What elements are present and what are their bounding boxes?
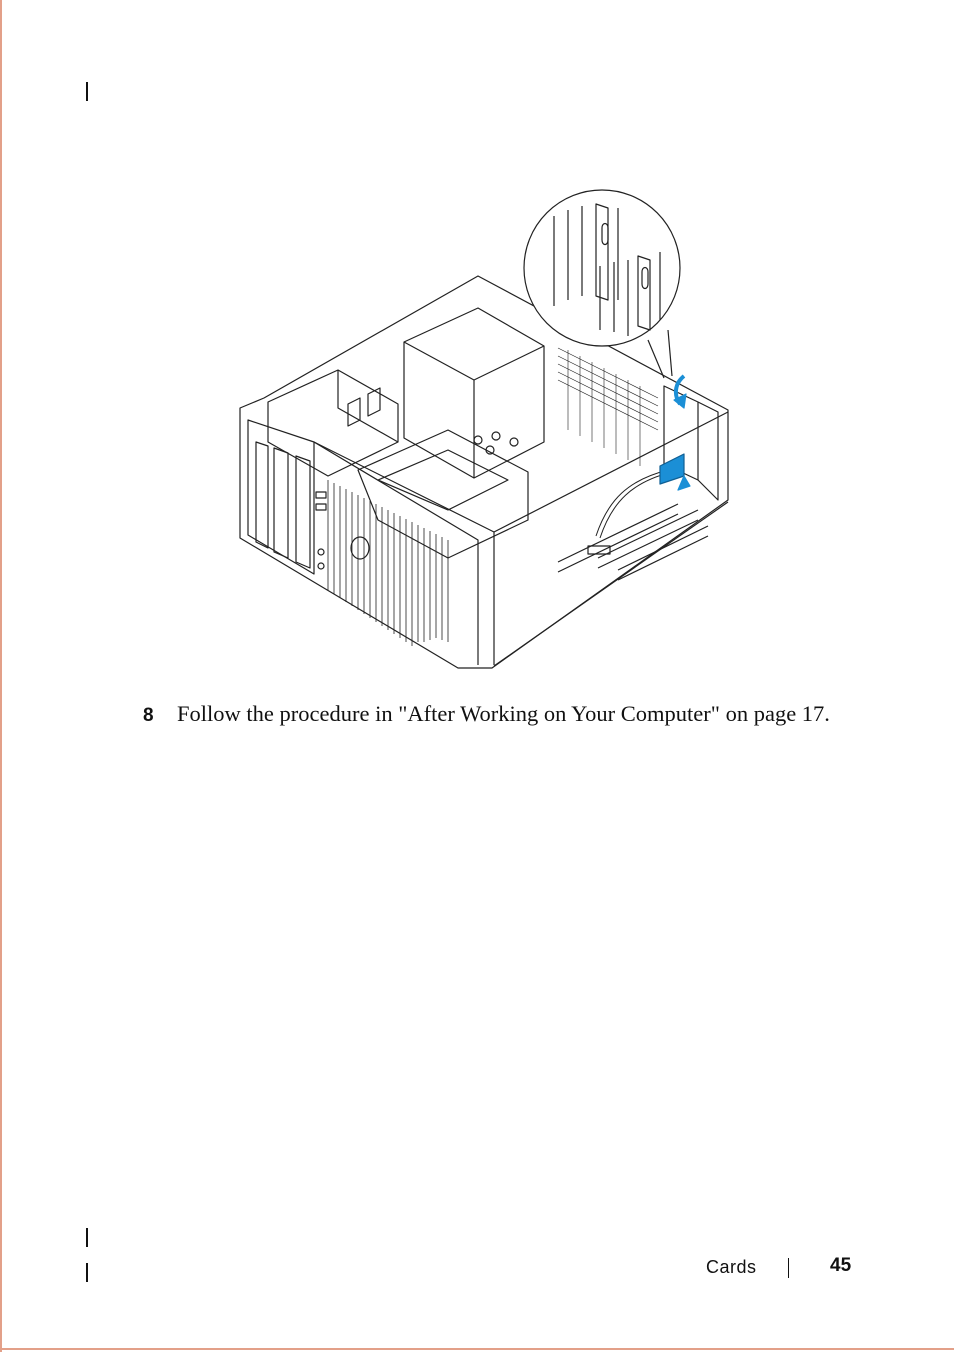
crop-mark-top [86,82,88,101]
crop-mark-bottom-upper [86,1228,88,1247]
crop-mark-bottom-lower [86,1263,88,1282]
footer-separator [788,1258,789,1278]
page-edge-left [0,0,2,1352]
footer-page-number: 45 [830,1255,852,1276]
page-edge-bottom [0,1348,954,1350]
footer-section-title: Cards [706,1257,757,1277]
step-text: Follow the procedure in "After Working on Your Computer" on page 17. [177,701,830,726]
step-item [143,698,903,732]
computer-chassis-illustration [228,180,738,675]
step-number: 8 [143,705,154,726]
